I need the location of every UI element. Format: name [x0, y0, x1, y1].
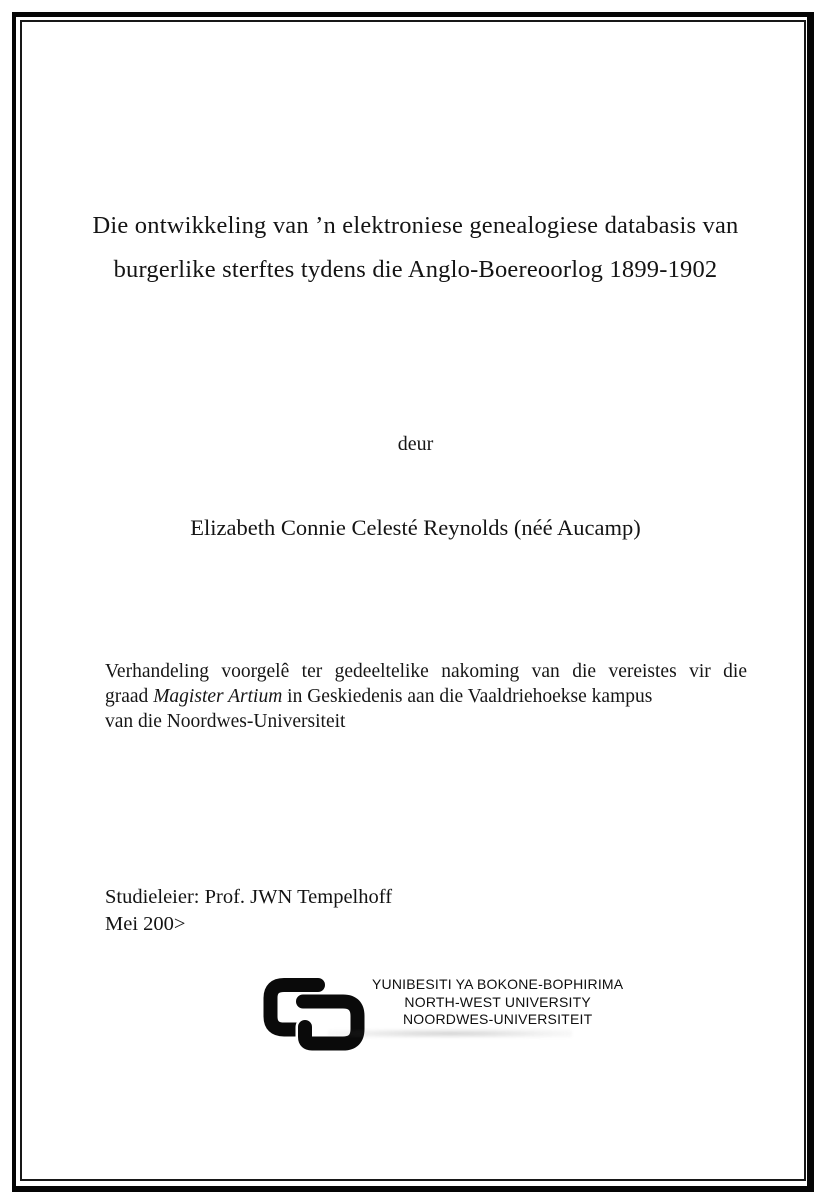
thesis-title-line2: burgerlike sterftes tydens die Anglo-Boereoorlog 1899-1902 — [113, 256, 718, 283]
submission-statement — [105, 659, 747, 734]
date-line: Mei 200> — [105, 913, 186, 935]
submission-statement-line1: Verhandeling voorgelê ter gedeeltelike nakoming van die vereistes vir die — [105, 661, 747, 682]
submission-statement-line3: van die Noordwes-Universiteit — [105, 711, 346, 732]
university-logo-text — [372, 976, 623, 1029]
supervisor-block — [105, 884, 392, 938]
author-name: Elizabeth Connie Celesté Reynolds (néé Aucamp) — [190, 515, 641, 540]
submission-statement-line2 — [105, 684, 747, 709]
logo-line-afrikaans: NOORDWES-UNIVERSITEIT — [403, 1011, 593, 1027]
thesis-title — [40, 204, 791, 292]
degree-name-italic: Magister Artium — [153, 686, 283, 707]
submission-line2-post: in Geskiedenis aan die Vaaldriehoekse kampus — [282, 686, 653, 707]
logo-line-setswana: YUNIBESITI YA BOKONE-BOPHIRIMA — [372, 976, 624, 992]
logo-line-english: NORTH-WEST UNIVERSITY — [404, 993, 591, 1010]
byline-deur: deur — [397, 433, 434, 455]
submission-line2-pre: graad — [105, 686, 154, 707]
university-logo — [258, 975, 623, 1052]
supervisor-line: Studieleier: Prof. JWN Tempelhoff — [105, 886, 393, 908]
nwu-interlocked-links-icon — [258, 977, 365, 1052]
thesis-title-line1: Die ontwikkeling van ’n elektroniese genealogiese databasis van — [92, 212, 739, 239]
